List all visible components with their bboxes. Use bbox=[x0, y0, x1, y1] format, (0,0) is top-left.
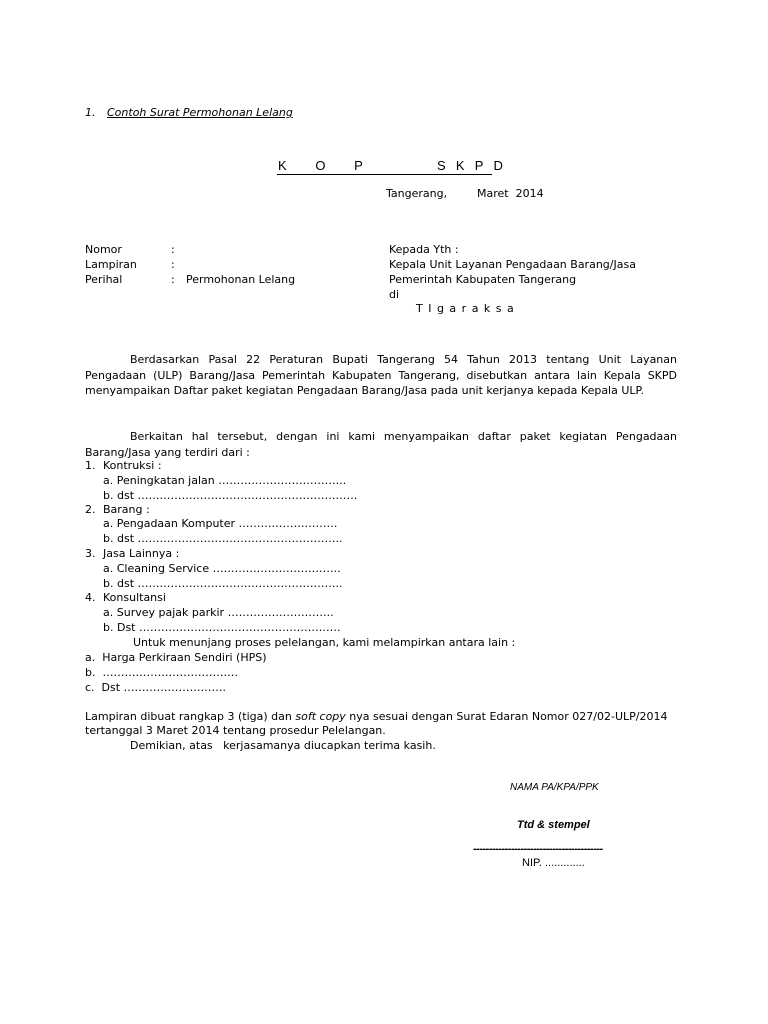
list-item: 4. Konsultansi bbox=[85, 591, 166, 604]
attachment-item-b: b. ………………………………. bbox=[85, 666, 238, 679]
list-subitem: a. Pengadaan Komputer ……………………… bbox=[103, 517, 338, 530]
signature-stamp: Ttd & stempel bbox=[517, 819, 590, 831]
list-subitem: b. dst ……………………………………………….. bbox=[103, 532, 343, 545]
nomor-colon: : bbox=[171, 243, 175, 256]
attachment-item-c: c. Dst ………………………. bbox=[85, 681, 227, 694]
perihal-colon: : bbox=[171, 273, 175, 286]
attachment-item-a: a. Harga Perkiraan Sendiri (HPS) bbox=[85, 651, 267, 664]
list-item: 2. Barang : bbox=[85, 503, 150, 516]
recipient-di: di bbox=[389, 288, 400, 301]
signatory-name: NAMA PA/KPA/PPK bbox=[510, 782, 599, 793]
closing-line-2: tertanggal 3 Maret 2014 tentang prosedur Pelelangan. bbox=[85, 724, 386, 737]
recipient-line1: Kepala Unit Layanan Pengadaan Barang/Jasa bbox=[389, 258, 636, 271]
signature-line: ----------------------------------------- bbox=[473, 843, 603, 855]
heading-number: 1. bbox=[85, 106, 96, 119]
body-paragraph-2: Berkaitan hal tersebut, dengan ini kami menyampaikan daftar paket kegiatan Pengadaan Barang/Jasa yang terdiri dari : bbox=[85, 430, 677, 459]
list-subitem: a. Peningkatan jalan …………………………….. bbox=[103, 474, 347, 487]
list-subitem: a. Cleaning Service …………………………….. bbox=[103, 562, 341, 575]
recipient-place: T I g a r a k s a bbox=[416, 302, 515, 315]
nomor-label: Nomor bbox=[85, 243, 122, 256]
perihal-value: Permohonan Lelang bbox=[186, 273, 296, 286]
closing-line-1: Lampiran dibuat rangkap 3 (tiga) dan soft copy nya sesuai dengan Surat Edaran Nomor 027/02-ULP/2014 bbox=[85, 710, 668, 723]
recipient-line2: Pemerintah Kabupaten Tangerang bbox=[389, 273, 577, 286]
soft-copy-term: soft copy bbox=[295, 710, 346, 723]
recipient-salutation: Kepada Yth : bbox=[389, 243, 459, 256]
letterhead-underline bbox=[277, 174, 492, 175]
list-subitem: b. Dst ………………………………………………. bbox=[103, 621, 341, 634]
section-heading bbox=[85, 106, 293, 119]
list-subitem: b. dst ……………………………………………….. bbox=[103, 577, 343, 590]
date-place: Tangerang, bbox=[386, 187, 448, 200]
body-paragraph-1: Berdasarkan Pasal 22 Peraturan Bupati Tangerang 54 Tahun 2013 tentang Unit Layanan Pengadaan (ULP) Barang/Jasa Pemerintah Kabupaten Tangerang, disebutkan antara lain Kepala SKPD menyampaikan Daftar paket kegiatan Pengadaan Barang/Jasa pada unit kerjanya kepada Kepala ULP. bbox=[85, 353, 677, 397]
attachment-intro: Untuk menunjang proses pelelangan, kami melampirkan antara lain : bbox=[133, 636, 516, 649]
lampiran-label: Lampiran bbox=[85, 258, 137, 271]
list-item: 3. Jasa Lainnya : bbox=[85, 547, 180, 560]
nip-field: NIP. ............. bbox=[522, 857, 585, 869]
letterhead-skpd: S K P D bbox=[437, 158, 504, 173]
list-subitem: a. Survey pajak parkir ……………………….. bbox=[103, 606, 334, 619]
closing-thanks: Demikian, atas kerjasamanya diucapkan terima kasih. bbox=[130, 739, 436, 752]
heading-title: Contoh Surat Permohonan Lelang bbox=[107, 106, 293, 119]
list-item: 1. Kontruksi : bbox=[85, 459, 162, 472]
date-month-year: Maret 2014 bbox=[477, 187, 544, 200]
list-subitem: b. dst …………………………………………………… bbox=[103, 489, 358, 502]
letterhead-kop: K O P bbox=[278, 158, 364, 173]
perihal-label: Perihal bbox=[85, 273, 123, 286]
lampiran-colon: : bbox=[171, 258, 175, 271]
